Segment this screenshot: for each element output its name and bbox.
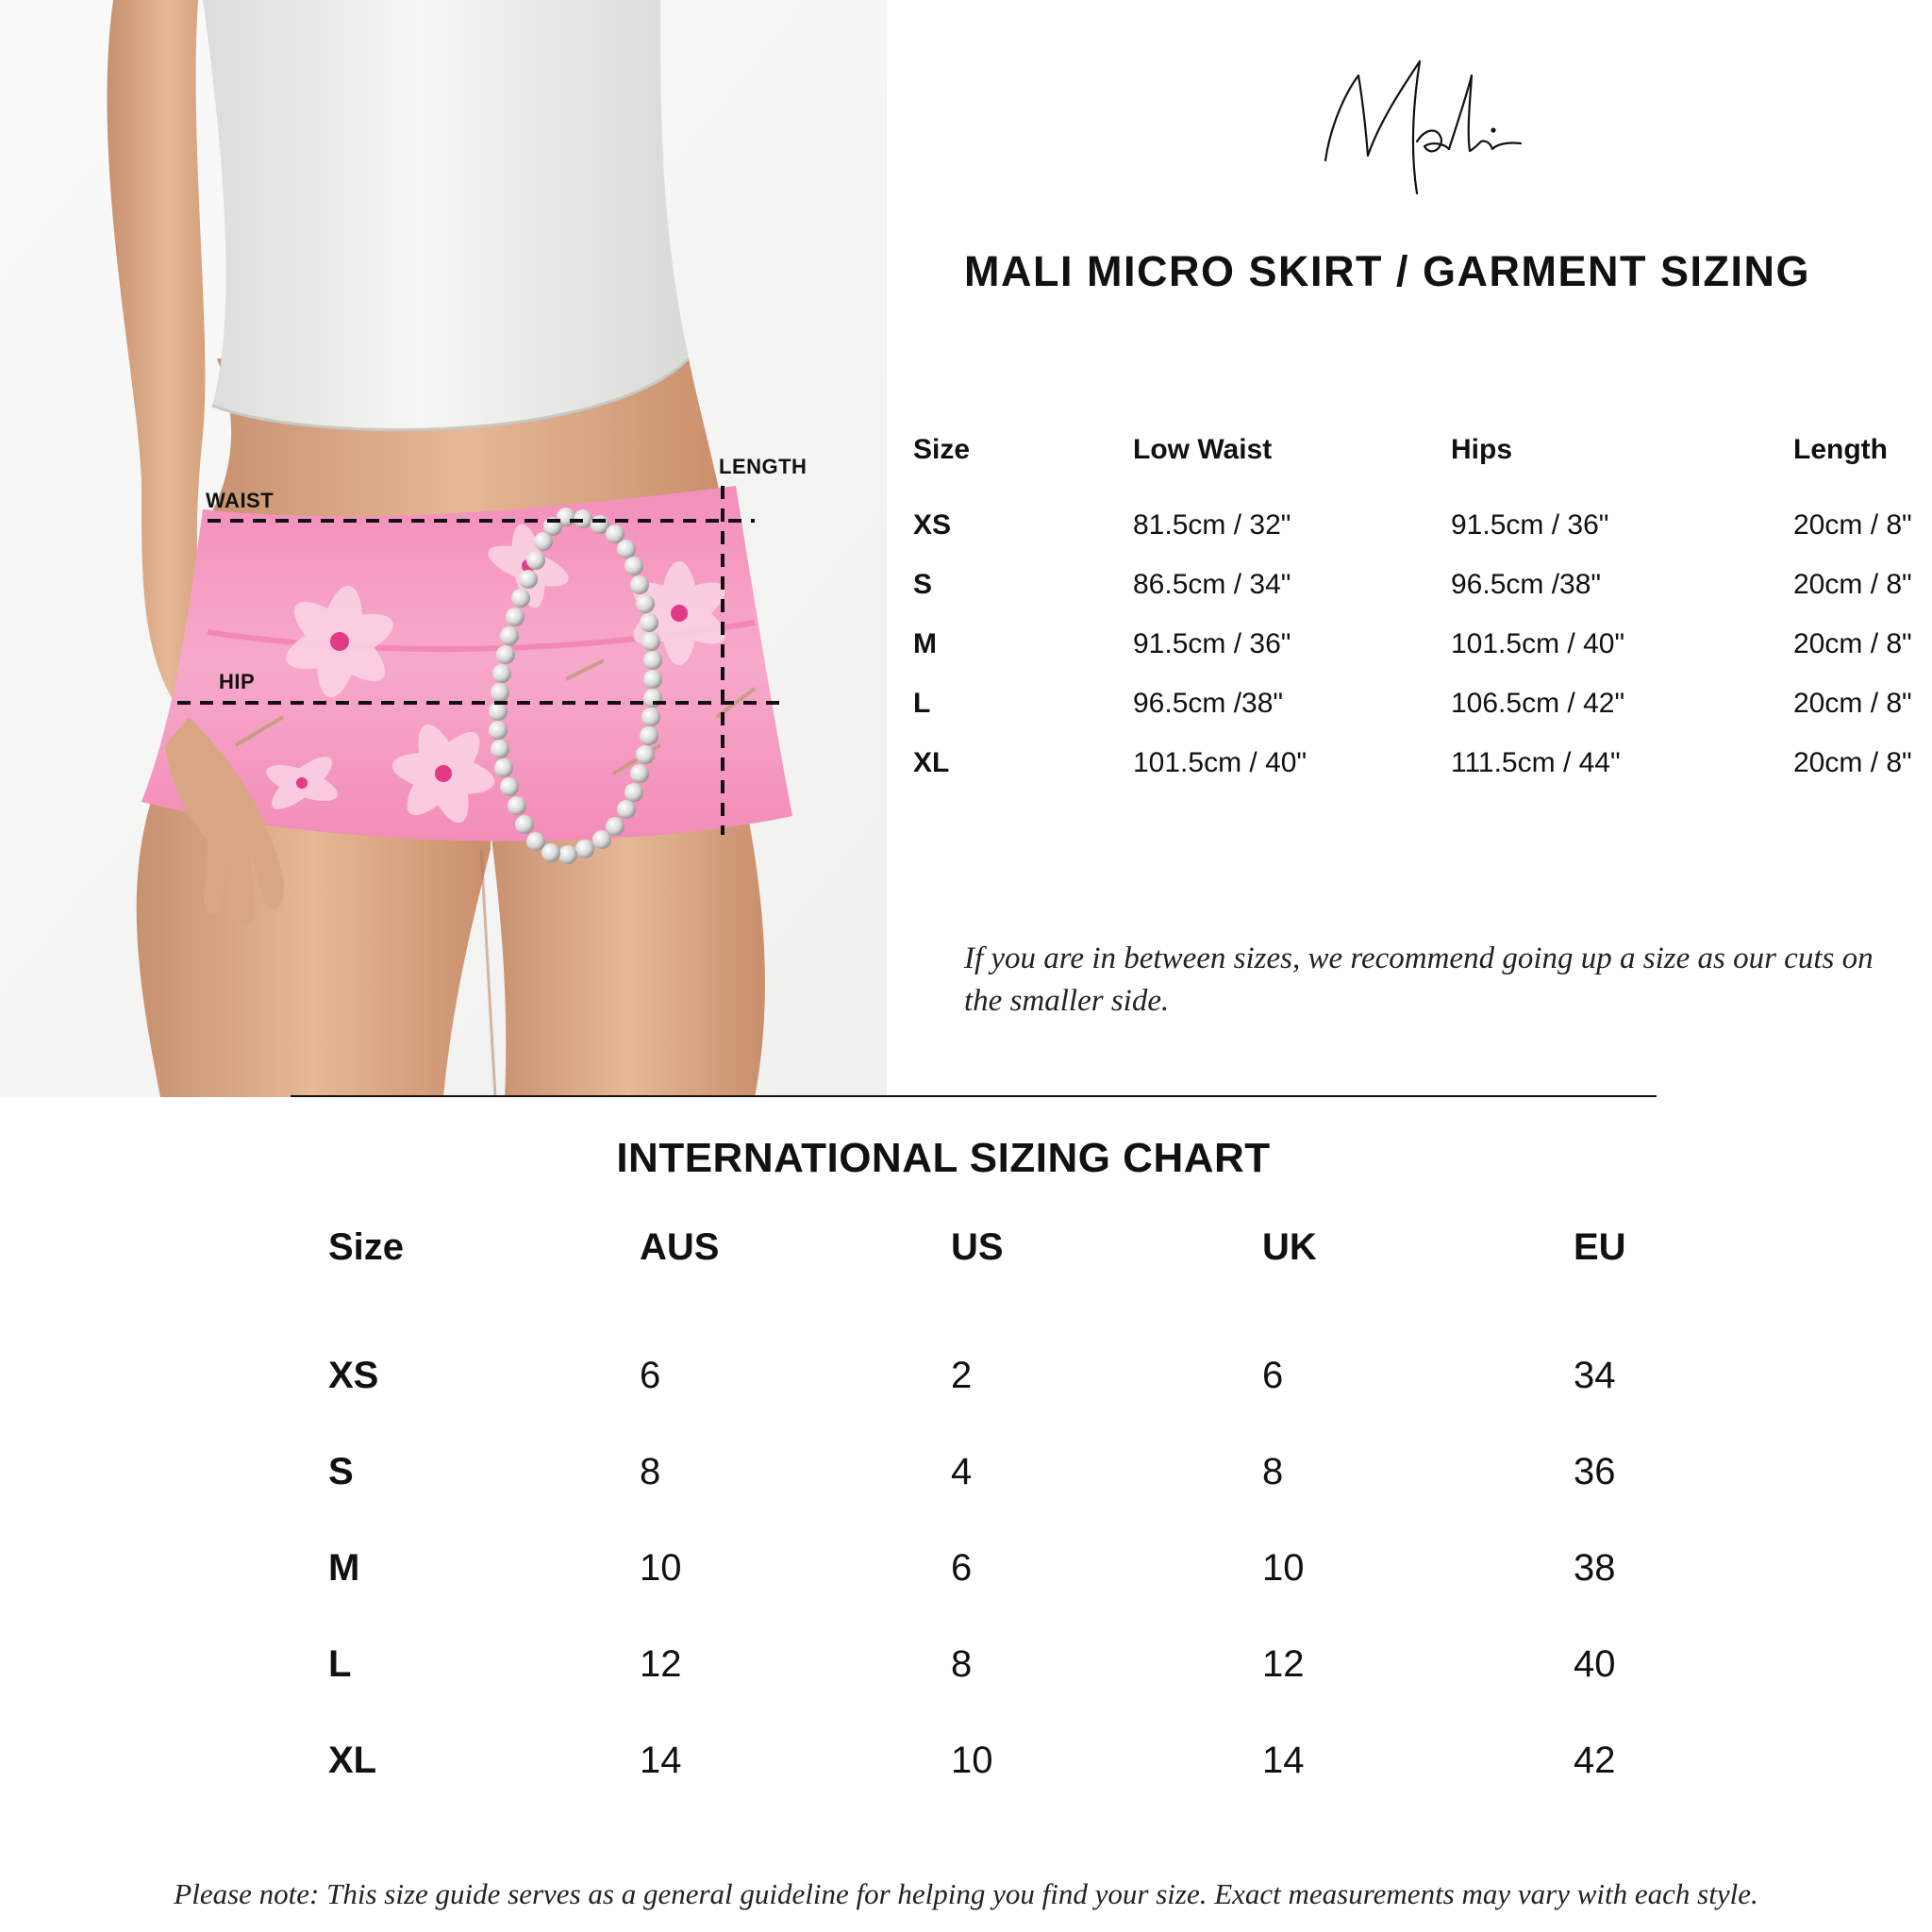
header-size: Size bbox=[328, 1226, 405, 1268]
garment-table-header bbox=[913, 434, 1923, 509]
low-waist-cell: 96.5cm /38" bbox=[1133, 688, 1284, 719]
header-us: US bbox=[951, 1226, 1004, 1268]
low-waist-cell: 81.5cm / 32" bbox=[1133, 509, 1291, 541]
header-aus: AUS bbox=[640, 1226, 720, 1268]
hip-label: HIP bbox=[219, 670, 256, 693]
hips-cell: 106.5cm / 42" bbox=[1451, 688, 1625, 719]
us-cell: 10 bbox=[951, 1740, 993, 1781]
aus-cell: 12 bbox=[640, 1643, 682, 1685]
uk-cell: 12 bbox=[1262, 1643, 1305, 1685]
length-cell: 20cm / 8" bbox=[1793, 628, 1912, 659]
table-row bbox=[913, 628, 1923, 688]
length-cell: 20cm / 8" bbox=[1793, 688, 1912, 719]
length-cell: 20cm / 8" bbox=[1793, 509, 1912, 541]
intl-table-header bbox=[328, 1226, 1649, 1355]
header-length: Length bbox=[1793, 434, 1888, 465]
table-row bbox=[328, 1451, 1649, 1547]
us-cell: 2 bbox=[951, 1355, 973, 1396]
table-row bbox=[328, 1643, 1649, 1740]
size-cell: XS bbox=[913, 509, 952, 541]
product-photo bbox=[0, 0, 887, 1097]
section-divider bbox=[291, 1095, 1657, 1097]
hips-cell: 101.5cm / 40" bbox=[1451, 628, 1625, 659]
table-row bbox=[913, 688, 1923, 747]
table-row bbox=[913, 509, 1923, 569]
us-cell: 8 bbox=[951, 1643, 973, 1685]
table-row bbox=[913, 569, 1923, 628]
uk-cell: 6 bbox=[1262, 1355, 1284, 1396]
size-cell: S bbox=[328, 1451, 354, 1492]
international-sizing-title: INTERNATIONAL SIZING CHART bbox=[616, 1135, 1271, 1181]
us-cell: 6 bbox=[951, 1547, 973, 1589]
signature-logo bbox=[1311, 38, 1538, 208]
length-cell: 20cm / 8" bbox=[1793, 747, 1912, 778]
eu-cell: 42 bbox=[1574, 1740, 1616, 1781]
model-illustration bbox=[0, 0, 887, 1097]
international-sizing-table bbox=[328, 1226, 1649, 1836]
eu-cell: 36 bbox=[1574, 1451, 1616, 1492]
size-cell: M bbox=[328, 1547, 360, 1589]
eu-cell: 34 bbox=[1574, 1355, 1616, 1396]
aus-cell: 10 bbox=[640, 1547, 682, 1589]
header-uk: UK bbox=[1262, 1226, 1317, 1268]
hips-cell: 91.5cm / 36" bbox=[1451, 509, 1609, 541]
low-waist-cell: 91.5cm / 36" bbox=[1133, 628, 1291, 659]
eu-cell: 40 bbox=[1574, 1643, 1616, 1685]
hips-cell: 96.5cm /38" bbox=[1451, 569, 1602, 600]
eu-cell: 38 bbox=[1574, 1547, 1616, 1589]
header-hips: Hips bbox=[1451, 434, 1513, 465]
garment-sizing-title: MALI MICRO SKIRT / GARMENT SIZING bbox=[964, 247, 1810, 295]
header-low-waist: Low Waist bbox=[1133, 434, 1273, 465]
footer-disclaimer: Please note: This size guide serves as a general guideline for helping you find your size. Exact measurements may vary with each style. bbox=[174, 1877, 1758, 1910]
uk-cell: 10 bbox=[1262, 1547, 1305, 1589]
size-cell: M bbox=[913, 628, 937, 659]
table-row bbox=[328, 1547, 1649, 1643]
uk-cell: 8 bbox=[1262, 1451, 1284, 1492]
aus-cell: 6 bbox=[640, 1355, 661, 1396]
table-row bbox=[913, 747, 1923, 807]
us-cell: 4 bbox=[951, 1451, 973, 1492]
table-row bbox=[328, 1355, 1649, 1451]
size-cell: L bbox=[328, 1643, 352, 1685]
size-cell: S bbox=[913, 569, 933, 600]
header-size: Size bbox=[913, 434, 971, 465]
header-eu: EU bbox=[1574, 1226, 1626, 1268]
low-waist-cell: 101.5cm / 40" bbox=[1133, 747, 1307, 778]
size-cell: XL bbox=[913, 747, 950, 778]
table-row bbox=[328, 1740, 1649, 1836]
aus-cell: 14 bbox=[640, 1740, 682, 1781]
size-cell: L bbox=[913, 688, 931, 719]
garment-sizing-table bbox=[913, 434, 1923, 807]
size-cell: XS bbox=[328, 1355, 379, 1396]
size-cell: XL bbox=[328, 1740, 377, 1781]
low-waist-cell: 86.5cm / 34" bbox=[1133, 569, 1291, 600]
waist-label: WAIST bbox=[206, 489, 275, 512]
length-label: LENGTH bbox=[719, 455, 808, 478]
aus-cell: 8 bbox=[640, 1451, 661, 1492]
uk-cell: 14 bbox=[1262, 1740, 1305, 1781]
sizing-recommendation-note: If you are in between sizes, we recommend going up a size as our cuts on the smaller side. bbox=[964, 941, 1874, 1018]
length-cell: 20cm / 8" bbox=[1793, 569, 1912, 600]
hips-cell: 111.5cm / 44" bbox=[1451, 747, 1621, 778]
